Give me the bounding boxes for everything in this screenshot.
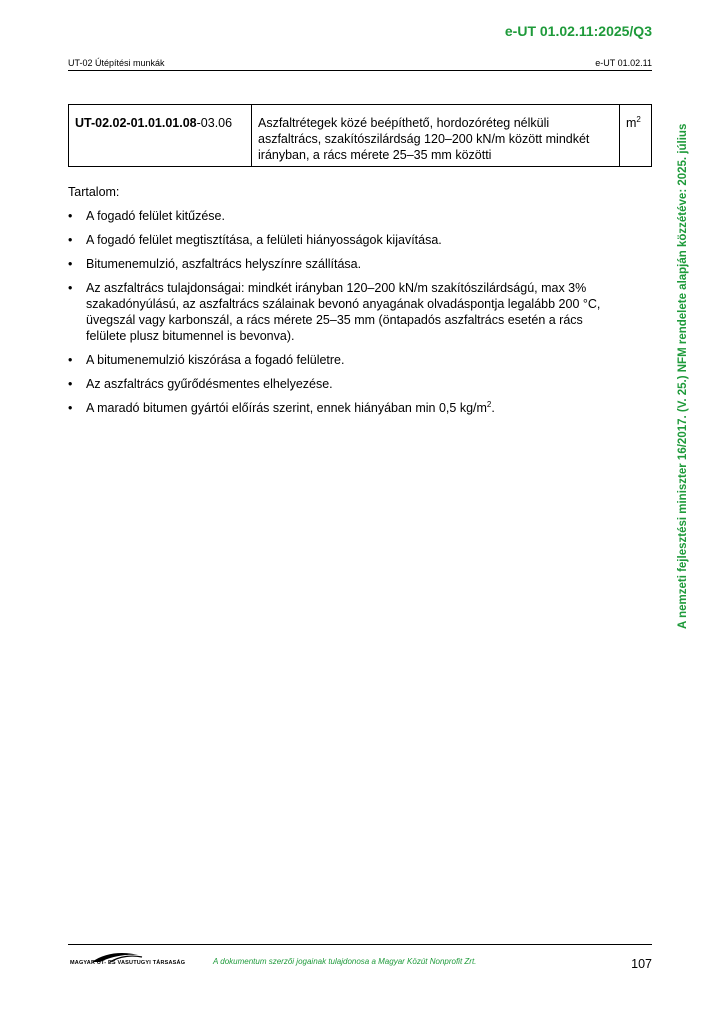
list-item-text: Bitumenemulzió, aszfaltrács helyszínre szállítása. — [86, 257, 362, 271]
item-code — [69, 105, 252, 167]
bullet-icon: • — [68, 257, 73, 271]
unit-exponent: 2 — [636, 114, 641, 124]
content-list — [68, 208, 608, 416]
list-item — [68, 256, 608, 272]
header-section: UT-02 Útépítési munkák — [68, 58, 165, 68]
running-header — [68, 58, 652, 71]
list-item — [68, 376, 608, 392]
logo-name: MAGYAR UT- ES VASUTUGYI TÁRSASÁG — [70, 960, 186, 966]
publication-side-note: A nemzeti fejlesztési miniszter 16/2017. (V. 25.) NFM rendelete alapján közzétéve: 2025. július — [677, 123, 689, 629]
bullet-icon: • — [68, 353, 73, 367]
list-item-text: A fogadó felület kitűzése. — [86, 209, 225, 223]
list-item — [68, 208, 608, 224]
bullet-icon: • — [68, 233, 73, 247]
unit-base: m — [626, 116, 637, 130]
item-row — [69, 105, 652, 167]
page-number: 107 — [631, 957, 652, 971]
item-table — [68, 104, 652, 167]
list-item — [68, 280, 608, 344]
list-item-text: Az aszfaltrács gyűrődésmentes elhelyezése. — [86, 377, 333, 391]
item-code-suffix: -03.06 — [196, 116, 233, 130]
content-title: Tartalom: — [68, 185, 120, 199]
item-code-main: UT-02.02-01.01.01.08 — [75, 116, 197, 130]
list-item — [68, 400, 608, 416]
list-item — [68, 352, 608, 368]
list-item-text: Az aszfaltrács tulajdonságai: mindkét irányban 120–200 kN/m szakítószilárdságú, max 3% szakadónyúlású, az aszfaltrács szálainak bevonó anyagának olvadáspontja legalább 200 °C, üvegszál vagy karbonszál, a rács mérete 25–35 mm (öntapadós aszfaltrács esetén a rács felülete plusz bitumennel is bevonva). — [86, 281, 601, 343]
bullet-icon: • — [68, 281, 73, 295]
bullet-icon: • — [68, 401, 73, 415]
bullet-icon: • — [68, 209, 73, 223]
content-section — [68, 184, 608, 424]
document-code: e-UT 01.02.11:2025/Q3 — [504, 23, 652, 39]
item-description: Aszfaltrétegek közé beépíthető, hordozóréteg nélküli aszfaltrács, szakítószilárdság 120–200 kN/m között mindkét irányban, a rács mérete 25–35 mm közötti — [252, 105, 620, 167]
header-doc-ref: e-UT 01.02.11 — [595, 58, 652, 68]
list-item-period: . — [491, 401, 495, 415]
copyright-note: A dokumentum szerzői jogainak tulajdonosa a Magyar Közút Nonprofit Zrt. — [213, 957, 477, 966]
footer-divider — [68, 944, 652, 945]
list-item-text: A fogadó felület megtisztítása, a felületi hiányosságok kijavítása. — [86, 233, 442, 247]
list-item — [68, 232, 608, 248]
item-unit — [620, 105, 652, 167]
list-item-exponent: 2 — [486, 399, 492, 409]
bullet-icon: • — [68, 377, 73, 391]
society-logo — [70, 950, 186, 972]
list-item-text: A bitumenemulzió kiszórása a fogadó felületre. — [86, 353, 345, 367]
list-item-text: A maradó bitumen gyártói előírás szerint, ennek hiányában min 0,5 kg/m — [86, 401, 487, 415]
